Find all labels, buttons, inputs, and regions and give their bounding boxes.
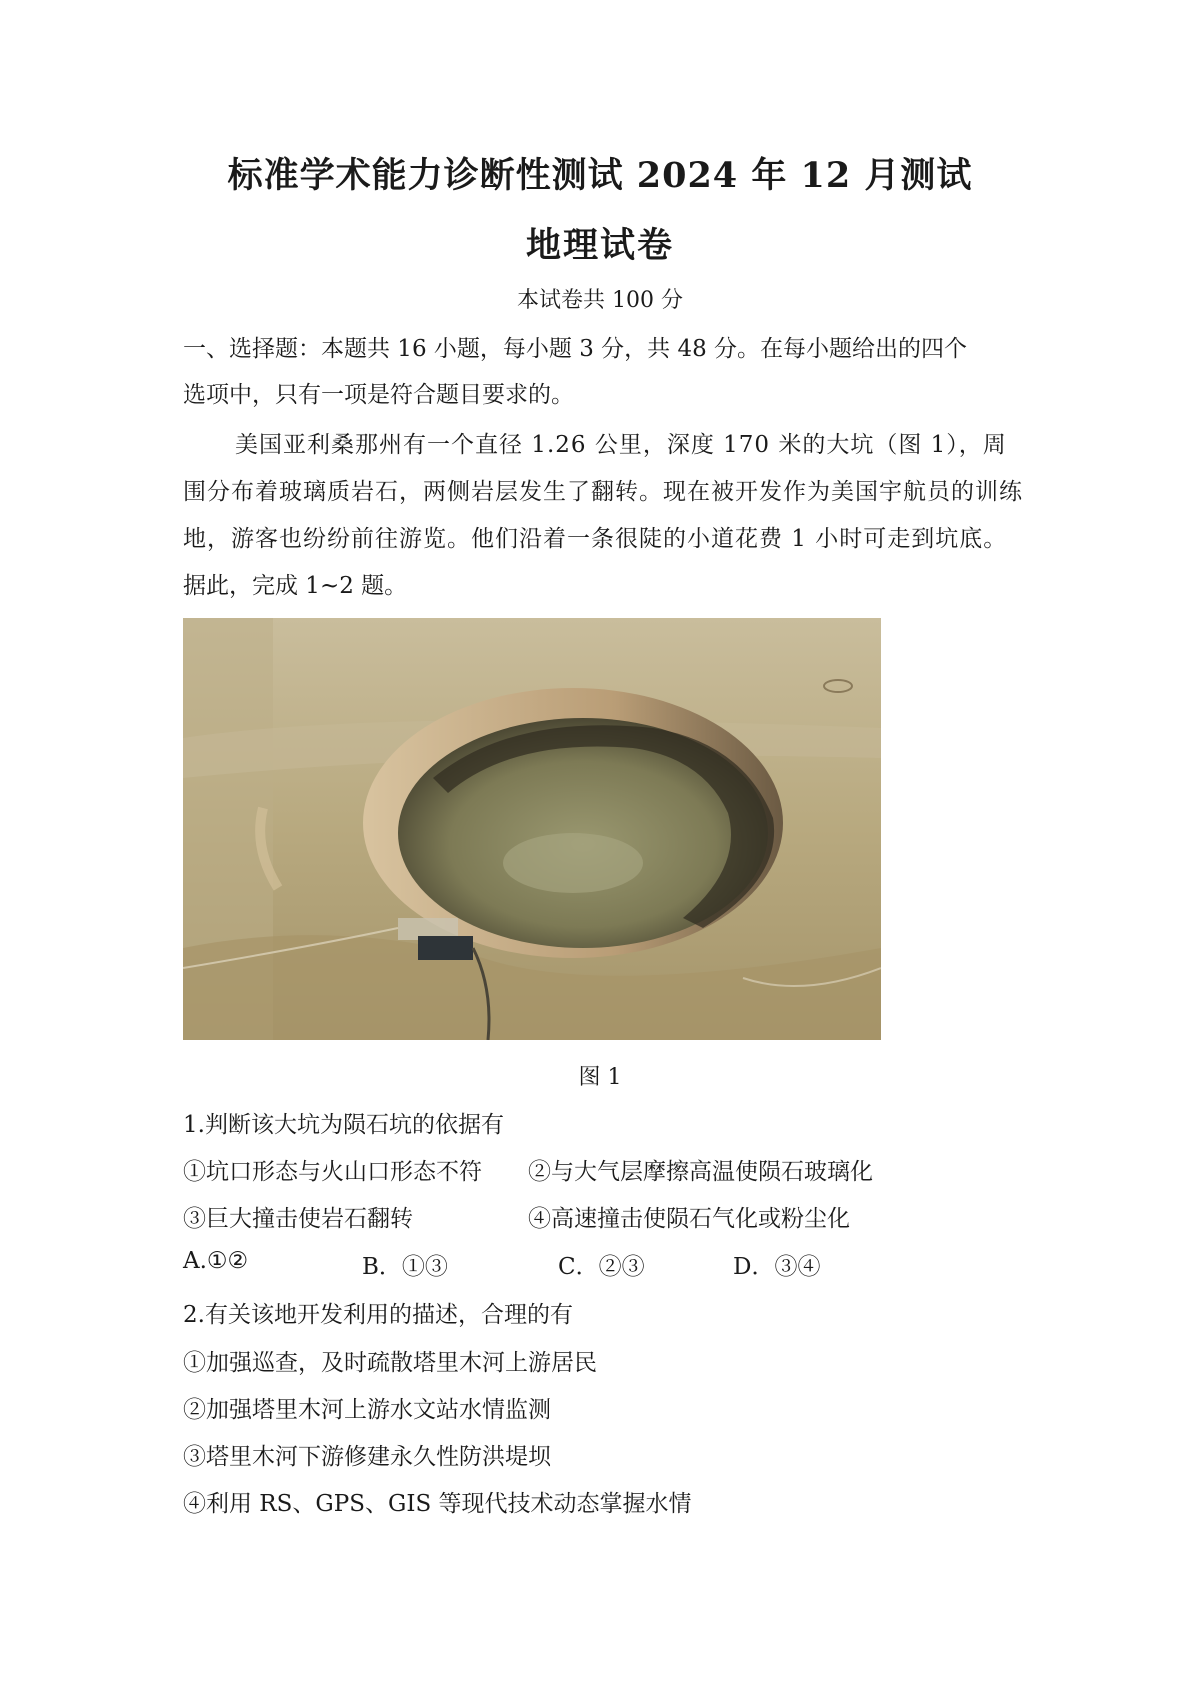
choice-d: D．③④: [733, 1254, 821, 1280]
choice-a: A.①②: [183, 1248, 249, 1274]
subject-title: 地理试卷: [525, 225, 674, 266]
question-stem: 2.有关该地开发利用的描述，合理的有: [183, 1302, 573, 1328]
total-score: 本试卷共 100 分: [517, 288, 683, 313]
statement: ④利用 RS、GPS、GIS 等现代技术动态掌握水情: [183, 1491, 692, 1517]
passage-line: 据此，完成 1~2 题。: [183, 573, 408, 599]
section-instructions-line1: 一、选择题：本题共 16 小题，每小题 3 分，共 48 分。在每小题给出的四个: [183, 336, 968, 362]
choice-c: C．②③: [558, 1254, 645, 1280]
statement: ②与大气层摩擦高温使陨石玻璃化: [528, 1159, 873, 1185]
passage-line: 地，游客也纷纷前往游览。他们沿着一条很陡的小道花费 1 小时可走到坑底。: [183, 526, 1008, 552]
statement: ①加强巡查，及时疏散塔里木河上游居民: [183, 1350, 597, 1376]
statement: ④高速撞击使陨石气化或粉尘化: [528, 1206, 850, 1232]
statement: ③巨大撞击使岩石翻转: [183, 1206, 413, 1232]
section-instructions-line2: 选项中，只有一项是符合题目要求的。: [183, 382, 574, 408]
statement: ③塔里木河下游修建永久性防洪堤坝: [183, 1444, 551, 1470]
statement: ②加强塔里木河上游水文站水情监测: [183, 1397, 551, 1423]
passage-line: 美国亚利桑那州有一个直径 1.26 公里，深度 170 米的大坑（图 1），周: [235, 432, 1007, 458]
passage-line: 围分布着玻璃质岩石，两侧岩层发生了翻转。现在被开发作为美国宇航员的训练: [183, 479, 1023, 505]
statement: ①坑口形态与火山口形态不符: [183, 1159, 482, 1185]
question-stem: 1.判断该大坑为陨石坑的依据有: [183, 1112, 504, 1138]
choice-b: B．①③: [362, 1254, 448, 1280]
exam-title: 标准学术能力诊断性测试 2024 年 12 月测试: [227, 155, 973, 196]
crater-photo: [183, 618, 881, 1040]
figure-caption: 图 1: [578, 1065, 622, 1090]
